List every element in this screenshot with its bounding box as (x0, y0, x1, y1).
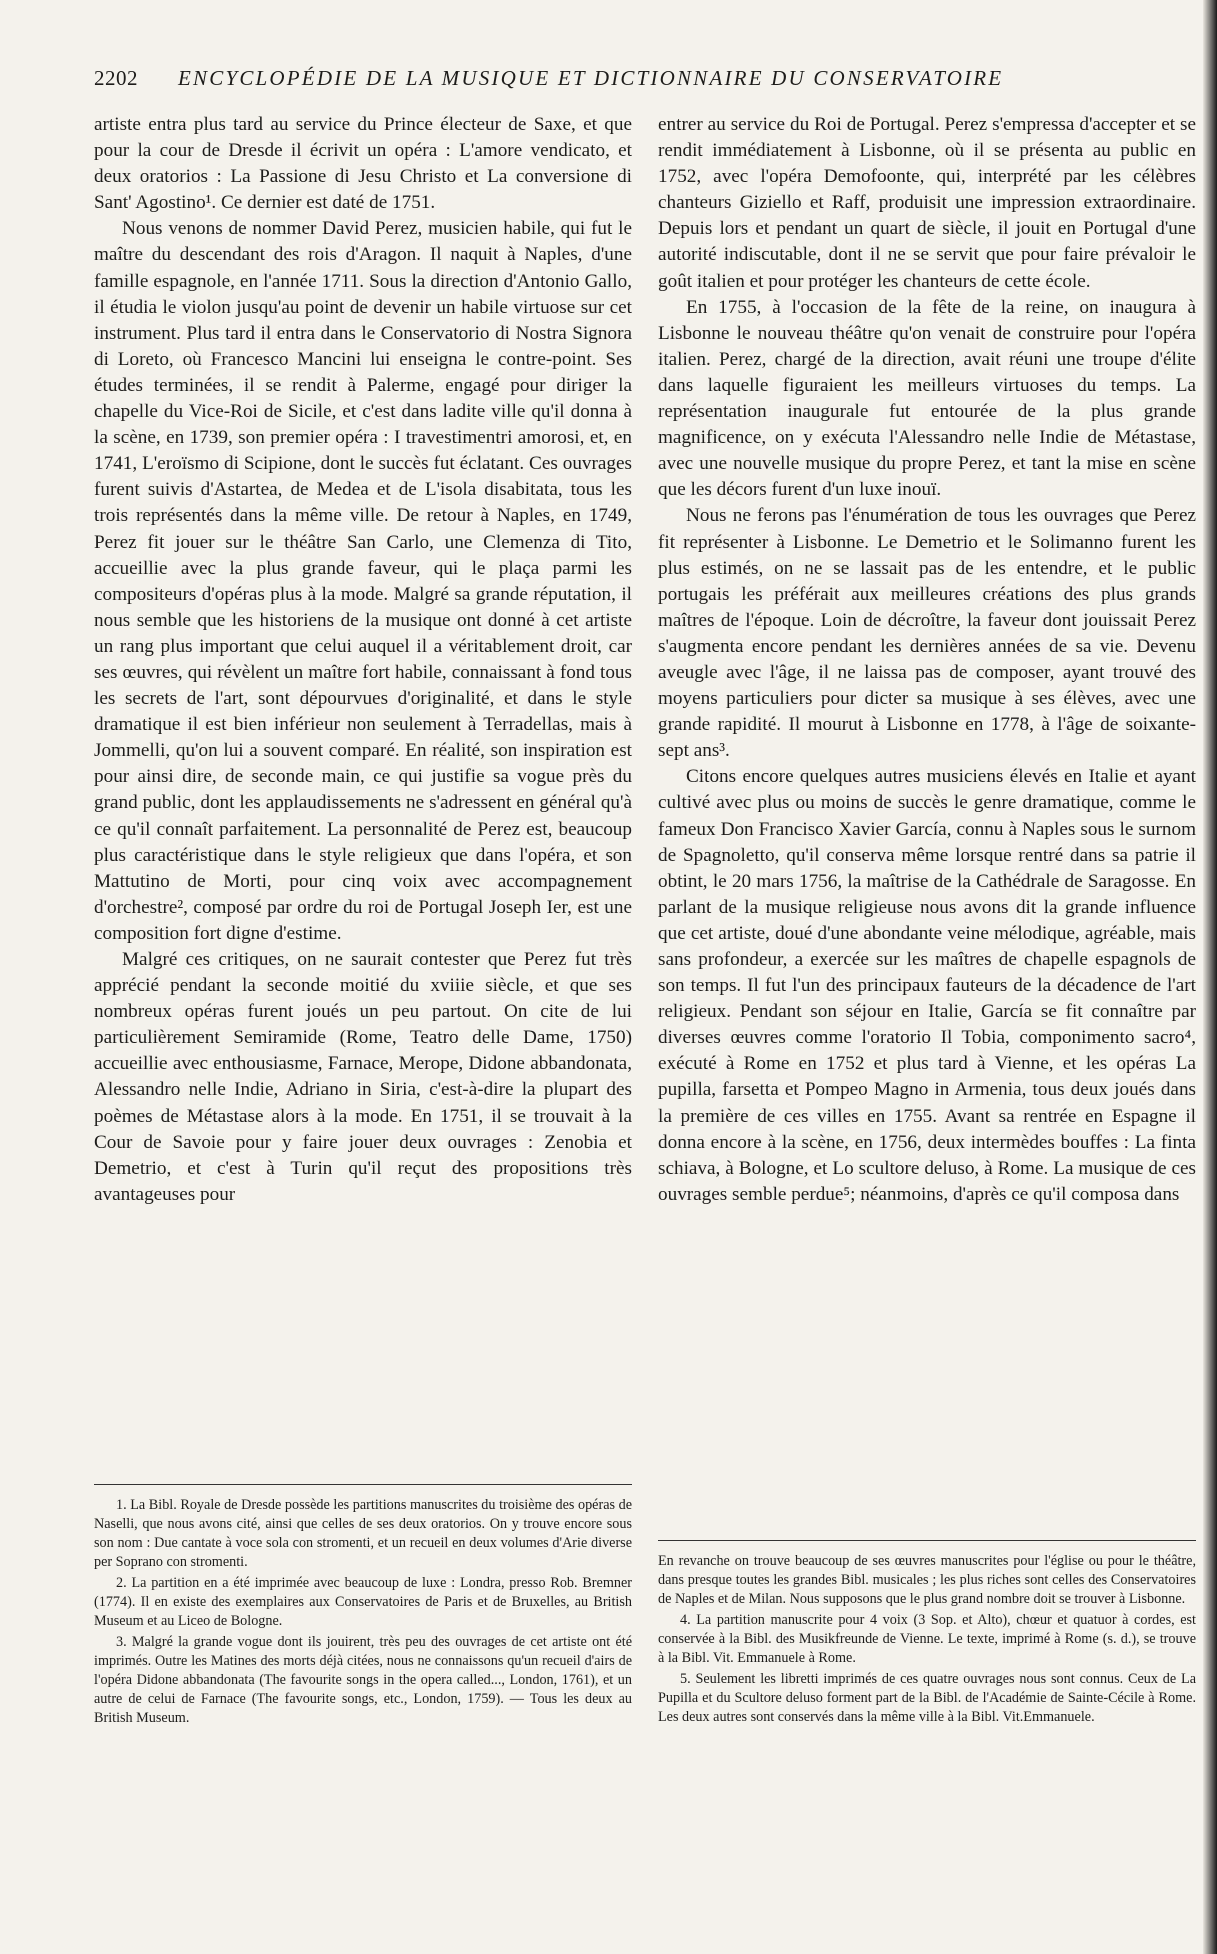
paragraph: Citons encore quelques autres musiciens élevés en Italie et ayant cultivé avec plus ou moins de succès le genre dramatique, comme le fameux Don Francisco Xavier García, connu à Naples sous le surnom de Spagnoletto, qu'il conserva même lorsque rentré dans sa patrie il obtint, le 20 mars 1756, la maîtrise de la Cathédrale de Saragosse. En parlant de la musique religieuse nous avons dit la grande influence que cet artiste, doué d'une abondante veine mélodique, agréable, mais sans profondeur, a exercée sur les maîtres de chapelle espagnols de son temps. Il fut l'un des principaux fauteurs de la décadence de l'art religieux. Pendant son séjour en Italie, García se fit connaître par diverses œuvres comme l'oratorio Il Tobia, componimento sacro⁴, exécuté à Rome en 1752 et plus tard à Vienne, et les opéras La pupilla, farsetta et Pompeo Magno in Armenia, tous deux joués dans la première de ces villes en 1755. Avant sa rentrée en Espagne il donna encore à la scène, en 1756, deux intermèdes bouffes : La finta schiava, à Bologne, et Lo scultore deluso, à Rome. La musique de ces ouvrages semble perdue⁵; néanmoins, d'après ce qu'il composa dans (658, 766, 1196, 1205)
left-column (94, 112, 632, 1208)
page-number: 2202 (94, 66, 138, 90)
page-header (94, 66, 1214, 98)
paragraph: Nous ne ferons pas l'énumération de tous les ouvrages que Perez fit représenter à Lisbonne. Le Demetrio et le Solimanno furent les plus estimés, on ne se lassait pas de les entendre, et le public portugais les préférait aux meilleures créations des plus grands maîtres de l'époque. Loin de décroître, la faveur dont jouissait Perez s'augmenta encore pendant les dernières années de sa vie. Devenu aveugle avec l'âge, il ne laissa pas de composer, ayant trouvé des moyens particuliers pour dicter sa musique à ses élèves, avec une grande rapidité. Il mourut à Lisbonne en 1778, à l'âge de soixante-sept ans³. (658, 505, 1196, 762)
paragraph: Malgré ces critiques, on ne saurait contester que Perez fut très apprécié pendant la seconde moitié du xviiie siècle, et que ses nombreux opéras furent joués un peu partout. On cite de lui particulièrement Semiramide (Rome, Teatro delle Dame, 1750) accueillie avec enthousiasme, Farnace, Merope, Didone abbandonata, Alessandro nelle Indie, Adriano in Siria, c'est-à-dire la plupart des poèmes de Métastase alors à la mode. En 1751, il se trouvait à la Cour de Savoie pour y faire jouer deux ouvrages : Zenobia et Demetrio, et c'est à Turin qu'il reçut des propositions très avantageuses pour (94, 949, 632, 1205)
footnote: En revanche on trouve beaucoup de ses œuvres manuscrites pour l'église ou pour le théâtre, dans presque toutes les grandes Bibl. musicales ; les plus riches sont celles des Conservatoires de Naples et de Milan. Nous supposons que le plus grand nombre doit se trouver à Lisbonne. (658, 1553, 1196, 1607)
paragraph: entrer au service du Roi de Portugal. Perez s'empressa d'accepter et se rendit immédiatement à Lisbonne, où il se présenta au public en 1752, avec l'opéra Demofoonte, qui, interprété par les célèbres chanteurs Giziello et Raff, produisit une impression extraordinaire. Depuis lors et pendant un quart de siècle, il jouit en Portugal d'une autorité indiscutable, dont il ne se servit que pour faire prévaloir le goût italien et pour protéger les chanteurs de cette école. (658, 114, 1196, 292)
page-edge-shadow (1203, 0, 1217, 1954)
footnote: 5. Seulement les libretti imprimés de ces quatre ouvrages nous sont connus. Ceux de La Pupilla et du Scultore deluso forment part de la Bibl. de l'Académie de Sainte-Cécile à Rome. Les deux autres sont conservés dans la même ville à la Bibl. Vit.Emmanuele. (658, 1671, 1196, 1725)
footnote: 4. La partition manuscrite pour 4 voix (3 Sop. et Alto), chœur et quatuor à cordes, est conservée à la Bibl. des Musikfreunde de Vienne. Le texte, imprimé à Rome (s. d.), se trouve à la Bibl. Vit. Emmanuele à Rome. (658, 1612, 1196, 1666)
left-footnotes (94, 1496, 632, 1730)
right-column (658, 112, 1196, 1208)
footnote: 3. Malgré la grande vogue dont ils jouirent, très peu des ouvrages de cet artiste ont été imprimés. Outre les Matines des morts déjà citées, nous ne connaissons qu'un recueil d'airs de l'opéra Didone abbandonata (The favourite songs in the opera called..., London, 1761), et un autre de celui de Farnace (The favourite songs, etc., London, 1759). — Tous les deux au British Museum. (94, 1634, 632, 1726)
paragraph: Nous venons de nommer David Perez, musicien habile, qui fut le maître du descendant des rois d'Aragon. Il naquit à Naples, d'une famille espagnole, en l'année 1711. Sous la direction d'Antonio Gallo, il étudia le violon jusqu'au point de devenir un habile virtuose sur cet instrument. Plus tard il entra dans le Conservatorio di Nostra Signora di Loreto, où Francesco Mancini lui enseigna le contre-point. Ses études terminées, il se rendit à Palerme, engagé pour diriger la chapelle du Vice-Roi de Sicile, et c'est dans ladite ville qu'il donna à la scène, en 1739, son premier opéra : I travestimentri amorosi, et, en 1741, L'eroïsmo di Scipione, dont le succès fut éclatant. Ces ouvrages furent suivis d'Astartea, de Medea et de L'isola disabitata, tous les trois représentés dans la même ville. De retour à Naples, en 1749, Perez fit jouer sur le théâtre San Carlo, une Clemenza di Tito, accueillie avec la plus grande faveur, qui le plaça parmi les compositeurs d'opéras plus à la mode. Malgré sa grande réputation, il nous semble que les historiens de la musique ont donné à cet artiste un rang plus important que celui auquel il a véritablement droit, car ses œuvres, qui révèlent un maître fort habile, connaissant à fond tous les secrets de l'art, sont dépourvues d'originalité, et dans le style dramatique il est bien inférieur non seulement à Terradellas, mais à Jommelli, qu'on lui a souvent comparé. En réalité, son inspiration est pour ainsi dire, de seconde main, ce qui justifie sa vogue près du grand public, dont les applaudissements ne s'adressent en général qu'à ce qu'il connaît parfaitement. La personnalité de Perez est, beaucoup plus caractéristique dans le style religieux que dans l'opéra, et son Mattutino de Morti, pour cinq voix avec accompagnement d'orchestre², composé par ordre du roi de Portugal Joseph Ier, est une composition fort digne d'estime. (94, 218, 632, 944)
running-head: ENCYCLOPÉDIE DE LA MUSIQUE ET DICTIONNAIRE DU CONSERVATOIRE (178, 66, 1004, 90)
footnote: 1. La Bibl. Royale de Dresde possède les partitions manuscrites du troisième des opéras de Naselli, que nous avons cité, ainsi que celles de ses deux oratorios. On y trouve encore sous son nom : Due cantate à voce sola con stromenti, et un recueil en deux volumes d'Arie diverse per Soprano con stromenti. (94, 1497, 632, 1570)
paragraph: En 1755, à l'occasion de la fête de la reine, on inaugura à Lisbonne le nouveau théâtre qu'on venait de construire pour l'opéra italien. Perez, chargé de la direction, avait réuni une troupe d'élite dans laquelle figuraient les meilleurs virtuoses du temps. La représentation inaugurale fut entourée de la plus grande magnificence, on y exécuta l'Alessandro nelle Indie de Métastase, avec une nouvelle musique du propre Perez, et tant la mise en scène que les décors furent d'un luxe inouï. (658, 296, 1196, 501)
footnote: 2. La partition en a été imprimée avec beaucoup de luxe : Londra, presso Rob. Bremner (1774). Il en existe des exemplaires aux Conservatoires de Paris et de Bruxelles, au British Museum et au Liceo de Bologne. (94, 1575, 632, 1629)
right-footnotes (658, 1552, 1196, 1729)
footnote-rule (658, 1540, 1196, 1541)
footnote-rule (94, 1484, 632, 1485)
paragraph: artiste entra plus tard au service du Prince électeur de Saxe, et que pour la cour de Dresde il écrivit un opéra : L'amore vendicato, et deux oratorios : La Passione di Jesu Christo et La conversione di Sant' Agostino¹. Ce dernier est daté de 1751. (94, 114, 632, 214)
